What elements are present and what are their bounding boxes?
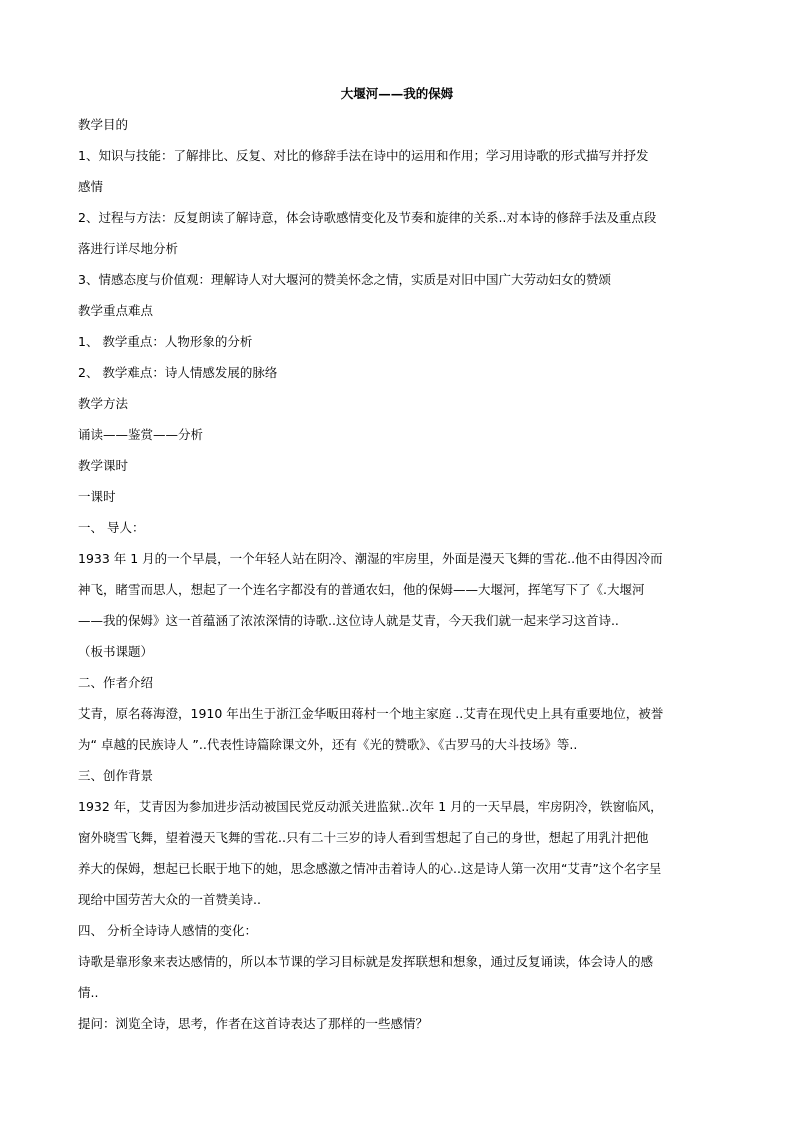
text-line: 一课时	[78, 489, 116, 504]
text-line: ——我的保姆》这一首蕴涵了浓浓深情的诗歌..这位诗人就是艾青，今天我们就一起来学习这首诗..	[78, 613, 619, 628]
text-line: 一、 导人：	[78, 520, 145, 535]
text-line: 教学目的	[78, 117, 129, 132]
text-line: 诗歌是靠形象来表达感情的，所以本节课的学习目标就是发挥联想和想象，通过反复诵读，体会诗人的感	[78, 954, 654, 969]
text-line: 1933 年 1 月的一个早晨，一个年轻人站在阴冷、潮湿的牢房里，外面是漫天飞舞的雪花..他不由得因冷而	[78, 551, 663, 566]
text-line: 四、 分析全诗诗人感情的变化：	[78, 923, 257, 938]
text-line: 为“ 卓越的民族诗人 ”..代表性诗篇除课文外，还有《光的赞歌》、《古罗马的大斗技场》等..	[78, 737, 578, 752]
text-line: 提问：浏览全诗，思考，作者在这首诗表达了那样的一些感情？	[78, 1016, 429, 1031]
text-line: 1、 教学重点：人物形象的分析	[78, 334, 253, 349]
text-line: 教学方法	[78, 396, 129, 411]
text-line: 1、知识与技能：了解排比、反复、对比的修辞手法在诗中的运用和作用；学习用诗歌的形式描写并抒发	[78, 148, 649, 163]
text-line: 三、创作背景	[78, 768, 154, 783]
text-line: 1932 年，艾青因为参加进步活动被国民党反动派关进监狱..次年 1 月的一天早晨，牢房阴冷，铁窗临风，	[78, 799, 663, 814]
document-title: 大堰河——我的保姆	[340, 86, 454, 101]
text-line: 教学课时	[78, 458, 129, 473]
text-line: 现给中国劳苦大众的一首赞美诗..	[78, 892, 261, 907]
text-line: 窗外晓雪飞舞，望着漫天飞舞的雪花..只有二十三岁的诗人看到雪想起了自己的身世，想起了用乳汁把他	[78, 830, 649, 845]
text-line: 3、情感态度与价值观：理解诗人对大堰河的赞美怀念之情，实质是对旧中国广大劳动妇女的赞颂	[78, 272, 611, 287]
text-line: 养大的保姆，想起已长眠于地下的她，思念感激之情冲击着诗人的心..这是诗人第一次用“艾青”这个名字呈	[78, 861, 662, 876]
text-line: （板书课题）	[78, 644, 154, 659]
text-line: 二、作者介绍	[78, 675, 154, 690]
text-line: 感情	[78, 179, 104, 194]
text-line: 落进行详尽地分析	[78, 241, 179, 256]
text-line: 艾青，原名蒋海澄，1910 年出生于浙江金华畈田蒋村一个地主家庭 ..艾青在现代史上具有重要地位，被誉	[78, 706, 664, 721]
document-body	[78, 115, 724, 1045]
text-line: 情..	[78, 985, 99, 1000]
text-line: 诵读——鉴赏——分析	[78, 427, 204, 442]
text-line: 2、 教学难点：诗人情感发展的脉络	[78, 365, 278, 380]
text-line: 教学重点难点	[78, 303, 154, 318]
text-line: 神飞，睹雪而思人，想起了一个连名字都没有的普通农妇，他的保姆——大堰河，挥笔写下了《.大堰河	[78, 582, 645, 597]
text-line: 2、过程与方法：反复朗读了解诗意，体会诗歌感情变化及节奏和旋律的关系..对本诗的修辞手法及重点段	[78, 210, 657, 225]
